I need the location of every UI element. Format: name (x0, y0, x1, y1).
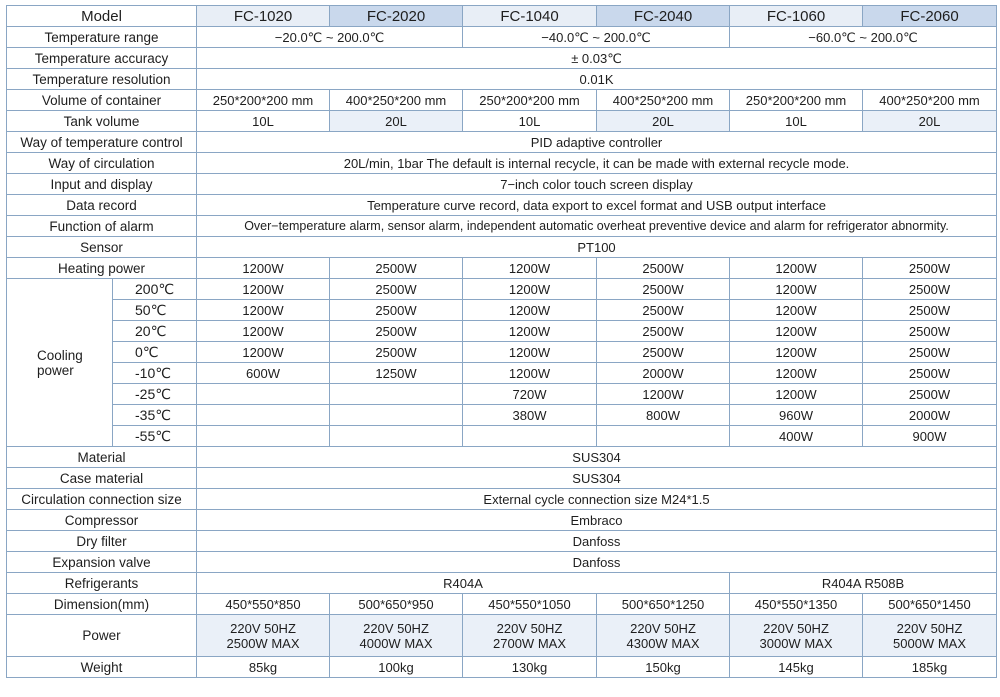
dimension-value: 500*650*950 (330, 594, 463, 615)
tank-volume-row (7, 111, 997, 132)
heating-power-value: 1200W (463, 258, 597, 279)
dimension-value: 500*650*1450 (863, 594, 997, 615)
cooling-value: 1200W (463, 342, 597, 363)
cooling-value: 2500W (863, 300, 997, 321)
cooling-value: 2500W (863, 279, 997, 300)
model-fc-1060: FC-1060 (730, 6, 863, 27)
volume-row (7, 90, 997, 111)
power-label: Power (7, 615, 197, 657)
weight-row (7, 657, 997, 678)
cooling-value: 400W (730, 426, 863, 447)
cooling-value: 800W (597, 405, 730, 426)
power-max: 4000W MAX (359, 635, 433, 651)
power-value (863, 615, 997, 657)
cooling-row (7, 342, 997, 363)
temp-range-value: −60.0℃ ~ 200.0℃ (730, 27, 997, 48)
weight-value: 150kg (597, 657, 730, 678)
input-display-row (7, 174, 997, 195)
heating-power-label: Heating power (7, 258, 197, 279)
dry-filter-row (7, 531, 997, 552)
weight-value: 145kg (730, 657, 863, 678)
cooling-value: 1200W (730, 300, 863, 321)
cooling-temp: -55℃ (113, 426, 197, 447)
weight-value: 85kg (197, 657, 330, 678)
data-record-label: Data record (7, 195, 197, 216)
dimension-value: 450*550*1350 (730, 594, 863, 615)
cooling-row (7, 321, 997, 342)
cooling-temp: -25℃ (113, 384, 197, 405)
cooling-value: 2000W (597, 363, 730, 384)
tank-volume-value: 10L (197, 111, 330, 132)
header-row (7, 6, 997, 27)
cooling-value: 2000W (863, 405, 997, 426)
power-voltage: 220V 50HZ (763, 620, 829, 636)
connection-row (7, 489, 997, 510)
cooling-value (197, 405, 330, 426)
tank-volume-value: 10L (730, 111, 863, 132)
cooling-temp: -35℃ (113, 405, 197, 426)
power-voltage: 220V 50HZ (896, 620, 963, 636)
cooling-value: 1200W (197, 321, 330, 342)
circulation-row (7, 153, 997, 174)
cooling-value: 720W (463, 384, 597, 405)
cooling-value: 2500W (597, 321, 730, 342)
power-value (330, 615, 463, 657)
cooling-value: 1200W (197, 342, 330, 363)
compressor-value: Embraco (197, 510, 997, 531)
tank-volume-value: 20L (597, 111, 730, 132)
cooling-value (330, 384, 463, 405)
cooling-value: 2500W (330, 321, 463, 342)
connection-value: External cycle connection size M24*1.5 (197, 489, 997, 510)
volume-value: 250*200*200 mm (730, 90, 863, 111)
temp-control-row (7, 132, 997, 153)
cooling-value: 1200W (197, 279, 330, 300)
cooling-value: 600W (197, 363, 330, 384)
power-voltage: 220V 50HZ (630, 620, 696, 636)
cooling-row (7, 384, 997, 405)
sensor-value: PT100 (197, 237, 997, 258)
cooling-value (597, 426, 730, 447)
power-value (197, 615, 330, 657)
power-max: 2500W MAX (226, 635, 300, 651)
connection-label: Circulation connection size (7, 489, 197, 510)
cooling-value: 1200W (463, 279, 597, 300)
data-record-value: Temperature curve record, data export to excel format and USB output interface (197, 195, 997, 216)
tank-volume-value: 20L (863, 111, 997, 132)
cooling-value: 2500W (597, 279, 730, 300)
cooling-value: 1200W (463, 321, 597, 342)
cooling-value: 1200W (730, 384, 863, 405)
volume-value: 400*250*200 mm (330, 90, 463, 111)
cooling-value: 1200W (597, 384, 730, 405)
expansion-valve-row (7, 552, 997, 573)
weight-value: 185kg (863, 657, 997, 678)
power-max: 5000W MAX (893, 635, 966, 651)
heating-power-row (7, 258, 997, 279)
dimension-row (7, 594, 997, 615)
cooling-row (7, 300, 997, 321)
cooling-value: 2500W (863, 342, 997, 363)
input-display-value: 7−inch color touch screen display (197, 174, 997, 195)
model-fc-2060: FC-2060 (863, 6, 997, 27)
refrigerants-value: R404A (197, 573, 730, 594)
model-fc-2020: FC-2020 (330, 6, 463, 27)
case-material-row (7, 468, 997, 489)
tank-volume-value: 10L (463, 111, 597, 132)
model-fc-1040: FC-1040 (463, 6, 597, 27)
cooling-value: 1200W (730, 279, 863, 300)
cooling-value: 1250W (330, 363, 463, 384)
circulation-value: 20L/min, 1bar The default is internal recycle, it can be made with external recycle mode. (197, 153, 997, 174)
case-material-value: SUS304 (197, 468, 997, 489)
temp-resolution-row (7, 69, 997, 90)
power-voltage: 220V 50HZ (230, 620, 296, 636)
cooling-temp: 200℃ (113, 279, 197, 300)
cooling-value: 960W (730, 405, 863, 426)
cooling-temp: 0℃ (113, 342, 197, 363)
power-row (7, 615, 997, 657)
circulation-label: Way of circulation (7, 153, 197, 174)
power-value (597, 615, 730, 657)
refrigerants-row (7, 573, 997, 594)
dimension-value: 450*550*1050 (463, 594, 597, 615)
cooling-row (7, 279, 997, 300)
cooling-value: 2500W (597, 342, 730, 363)
power-value (730, 615, 863, 657)
dry-filter-label: Dry filter (7, 531, 197, 552)
temp-range-value: −40.0℃ ~ 200.0℃ (463, 27, 730, 48)
weight-label: Weight (7, 657, 197, 678)
heating-power-value: 1200W (730, 258, 863, 279)
power-max: 4300W MAX (626, 635, 700, 651)
cooling-value: 380W (463, 405, 597, 426)
material-label: Material (7, 447, 197, 468)
cooling-value (463, 426, 597, 447)
temp-accuracy-label: Temperature accuracy (7, 48, 197, 69)
temp-accuracy-row (7, 48, 997, 69)
volume-value: 400*250*200 mm (597, 90, 730, 111)
temp-control-value: PID adaptive controller (197, 132, 997, 153)
alarm-label: Function of alarm (7, 216, 197, 237)
temp-range-label: Temperature range (7, 27, 197, 48)
volume-value: 250*200*200 mm (463, 90, 597, 111)
cooling-value: 2500W (330, 300, 463, 321)
cooling-value (197, 426, 330, 447)
tank-volume-value: 20L (330, 111, 463, 132)
weight-value: 130kg (463, 657, 597, 678)
tank-volume-label: Tank volume (7, 111, 197, 132)
cooling-row (7, 363, 997, 384)
alarm-value: Over−temperature alarm, sensor alarm, independent automatic overheat preventive device and alarm for refrigerator abnormity. (197, 216, 997, 237)
cooling-value: 1200W (730, 321, 863, 342)
alarm-row (7, 216, 997, 237)
sensor-row (7, 237, 997, 258)
model-fc-1020: FC-1020 (197, 6, 330, 27)
volume-value: 400*250*200 mm (863, 90, 997, 111)
dry-filter-value: Danfoss (197, 531, 997, 552)
refrigerants-value: R404A R508B (730, 573, 997, 594)
cooling-value: 2500W (597, 300, 730, 321)
cooling-label-line2: power (37, 362, 74, 378)
material-row (7, 447, 997, 468)
cooling-value: 2500W (330, 342, 463, 363)
refrigerants-label: Refrigerants (7, 573, 197, 594)
cooling-value: 2500W (863, 384, 997, 405)
cooling-value: 1200W (463, 363, 597, 384)
volume-label: Volume of container (7, 90, 197, 111)
cooling-value: 2500W (863, 363, 997, 384)
heating-power-value: 2500W (863, 258, 997, 279)
heating-power-value: 1200W (197, 258, 330, 279)
power-max: 2700W MAX (493, 635, 566, 651)
cooling-value (330, 426, 463, 447)
spec-table (6, 5, 997, 678)
cooling-value: 1200W (197, 300, 330, 321)
power-voltage: 220V 50HZ (363, 620, 429, 636)
power-max: 3000W MAX (759, 635, 833, 651)
compressor-row (7, 510, 997, 531)
cooling-temp: 20℃ (113, 321, 197, 342)
model-fc-2040: FC-2040 (597, 6, 730, 27)
cooling-value (197, 384, 330, 405)
temp-resolution-label: Temperature resolution (7, 69, 197, 90)
cooling-value: 1200W (463, 300, 597, 321)
cooling-label-line1: Cooling (37, 347, 83, 363)
temp-range-value: −20.0℃ ~ 200.0℃ (197, 27, 463, 48)
dimension-value: 450*550*850 (197, 594, 330, 615)
cooling-value: 2500W (863, 321, 997, 342)
material-value: SUS304 (197, 447, 997, 468)
cooling-value: 2500W (330, 279, 463, 300)
cooling-row (7, 426, 997, 447)
weight-value: 100kg (330, 657, 463, 678)
cooling-temp: -10℃ (113, 363, 197, 384)
temp-range-row (7, 27, 997, 48)
cooling-temp: 50℃ (113, 300, 197, 321)
temp-control-label: Way of temperature control (7, 132, 197, 153)
sensor-label: Sensor (7, 237, 197, 258)
expansion-valve-value: Danfoss (197, 552, 997, 573)
temp-resolution-value: 0.01K (197, 69, 997, 90)
temp-accuracy-value: ± 0.03℃ (197, 48, 997, 69)
volume-value: 250*200*200 mm (197, 90, 330, 111)
heating-power-value: 2500W (330, 258, 463, 279)
model-label: Model (7, 6, 197, 27)
dimension-value: 500*650*1250 (597, 594, 730, 615)
cooling-value (330, 405, 463, 426)
cooling-value: 900W (863, 426, 997, 447)
cooling-value: 1200W (730, 342, 863, 363)
case-material-label: Case material (7, 468, 197, 489)
cooling-power-label (7, 279, 113, 447)
heating-power-value: 2500W (597, 258, 730, 279)
compressor-label: Compressor (7, 510, 197, 531)
data-record-row (7, 195, 997, 216)
cooling-row (7, 405, 997, 426)
power-voltage: 220V 50HZ (496, 620, 563, 636)
dimension-label: Dimension(mm) (7, 594, 197, 615)
cooling-value: 1200W (730, 363, 863, 384)
input-display-label: Input and display (7, 174, 197, 195)
power-value (463, 615, 597, 657)
expansion-valve-label: Expansion valve (7, 552, 197, 573)
